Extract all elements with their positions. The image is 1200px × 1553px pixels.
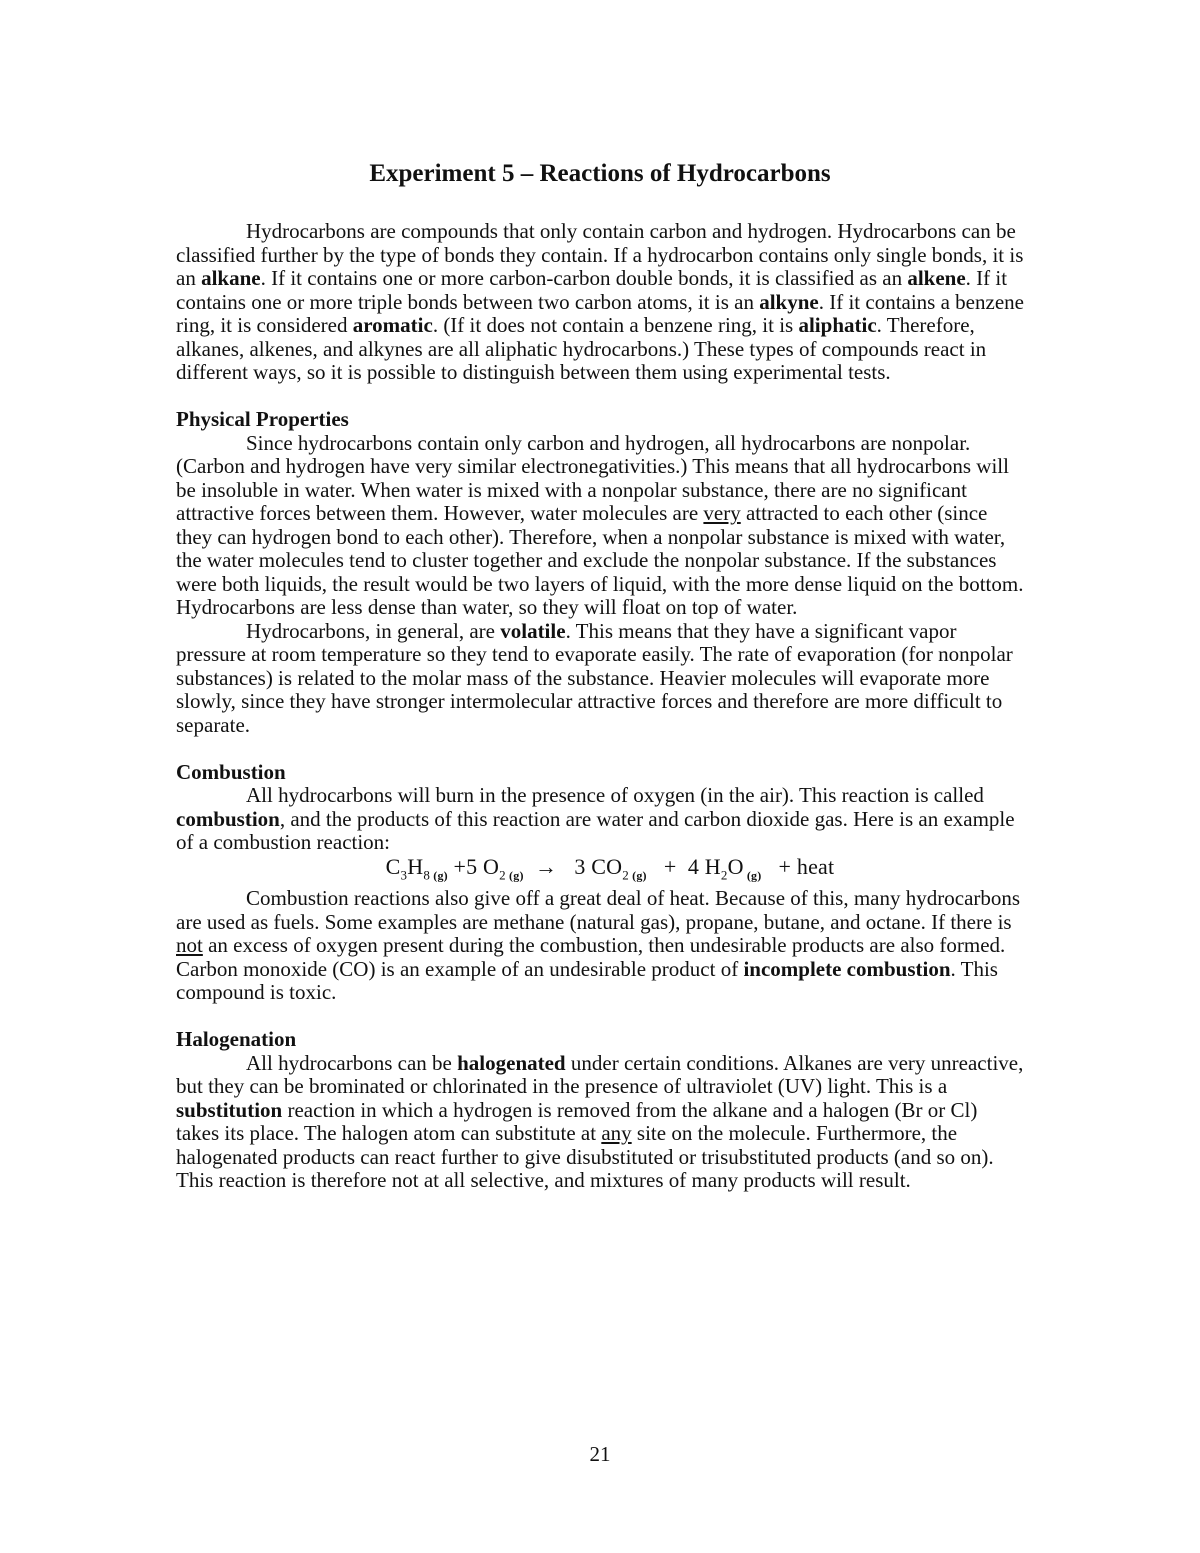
physical-paragraph-1 [176,432,1024,620]
eq-heat-term: + heat [772,853,835,879]
paragraph-gap [176,737,1024,761]
eq-state-gas: (g) [505,867,524,882]
intro-paragraph [176,220,1024,385]
text-span: Combustion reactions also give off a great deal of heat. Because of this, many hydrocarbons are used as fuels. Some examples are methane (natural gas), propane, butane, and octane. If there is [176,886,1021,934]
text-span: . (If it does not contain a benzene ring, it is [432,313,799,337]
physical-paragraph-2 [176,620,1024,738]
text-span: reaction in which a hydrogen is removed from the alkane and a halogen (Br or Cl) takes its place. The halogen atom can substitute at [176,1097,978,1146]
eq-subscript: 2 [720,866,728,882]
text-span: . If it contains a benzene ring, it is considered [176,289,1024,337]
text-span: under certain conditions. Alkanes are very unreactive, but they can be brominated or chlorinated in the presence of ultraviolet (UV) light. This is a [176,1050,1024,1099]
eq-subscript: 3 [400,866,408,882]
keyword-alkyne: alkyne [759,289,819,314]
section-heading-halogenation: Halogenation [176,1027,297,1052]
text-span: Hydrocarbons are compounds that only contain carbon and hydrogen. Hydrocarbons can be classified further by the type of bonds they contain. If a hydrocarbon contains only single bonds, it is an [176,219,1024,290]
keyword-aliphatic: aliphatic [798,313,877,337]
text-span: . If it contains one or more triple bonds between two carbon atoms, it is an [176,266,1008,314]
eq-water-term: 4 H [687,853,721,879]
text-span: . Therefore, alkanes, alkenes, and alkynes are all aliphatic hydrocarbons.) These types of compounds react in different ways, so it is possible to distinguish between them using experimental tests. [176,313,987,384]
underlined-any: any [601,1121,632,1146]
eq-hydrogen: H [407,853,424,879]
combustion-paragraph-2 [176,887,1024,1005]
eq-co2-term: 3 CO [574,853,623,879]
text-span: Since hydrocarbons contain only carbon and hydrogen, all hydrocarbons are nonpolar. (Carbon and hydrogen have very similar electronegativities.) This means that all hydrocarbons will be insoluble in water. When water is mixed with a nonpolar substance, there are no significant attractive forces between them. However, water molecules are [176,430,1009,525]
eq-subscript: 8 [423,866,431,882]
keyword-halogenated: halogenated [457,1050,566,1075]
eq-water-oxygen: O [727,853,744,879]
eq-plus: + [658,853,683,879]
underlined-very: very [703,501,741,525]
keyword-alkane: alkane [201,266,261,290]
text-span: attracted to each other (since they can hydrogen bond to each other). Therefore, when a nonpolar substance is mixed with water, the water molecules tend to cluster together and exclude the nonpolar substance. If the substances were both liquids, the result would be two layers of liquid, with the more dense liquid on the bottom. Hydrocarbons are less dense than water, so they will float on top of water. [176,501,1024,619]
page-title: Experiment 5 – Reactions of Hydrocarbons [369,160,831,187]
keyword-combustion: combustion [176,806,280,831]
keyword-incomplete-combustion: incomplete combustion [743,956,951,981]
underlined-not: not [176,933,203,958]
text-span: , and the products of this reaction are water and carbon dioxide gas. Here is an example of a combustion reaction: [176,806,1015,854]
section-heading-combustion: Combustion [176,759,286,784]
keyword-alkene: alkene [907,266,966,290]
eq-state-gas: (g) [430,867,448,882]
text-span: . This compound is toxic. [176,956,998,1005]
eq-carbon: C [385,853,401,879]
paragraph-gap [176,385,1024,409]
eq-state-gas: (g) [628,867,647,882]
halogenation-paragraph-1 [176,1052,1024,1193]
keyword-substitution: substitution [176,1097,283,1122]
section-heading-physical-properties: Physical Properties [176,407,349,431]
keyword-aromatic: aromatic [352,313,433,337]
eq-subscript: 2 [499,866,506,882]
combustion-paragraph-1 [176,784,1024,855]
reaction-arrow-icon: → [535,853,558,879]
text-span: All hydrocarbons will burn in the presence of oxygen (in the air). This reaction is called [246,783,984,807]
text-span: site on the molecule. Furthermore, the halogenated products can react further to give disubstituted or trisubstituted products (and so on). This reaction is therefore not at all selective, and mixtures of many products will result. [176,1121,994,1193]
page-number: 21 [589,1442,611,1466]
eq-state-gas: (g) [743,867,762,882]
combustion-equation [176,855,1024,888]
text-span: . If it contains one or more carbon-carbon double bonds, it is classified as an [260,266,908,290]
text-span: Hydrocarbons, in general, are [246,618,501,643]
eq-subscript: 2 [622,866,629,882]
document-body [176,220,1024,1193]
eq-oxygen-term: +5 O [447,853,500,879]
text-span: . This means that they have a significant vapor pressure at room temperature so they tend to evaporate easily. The rate of evaporation (for nonpolar substances) is related to the molar mass of the substance. Heavier molecules will evaporate more slowly, since they have stronger intermolecular attractive forces and therefore are more difficult to separate. [176,618,1013,737]
text-span: an excess of oxygen present during the combustion, then undesirable products are also formed. Carbon monoxide (CO) is an example of an undesirable product of [176,933,1006,981]
text-span: All hydrocarbons can be [246,1050,458,1075]
paragraph-gap [176,1005,1024,1029]
keyword-volatile: volatile [500,618,566,643]
